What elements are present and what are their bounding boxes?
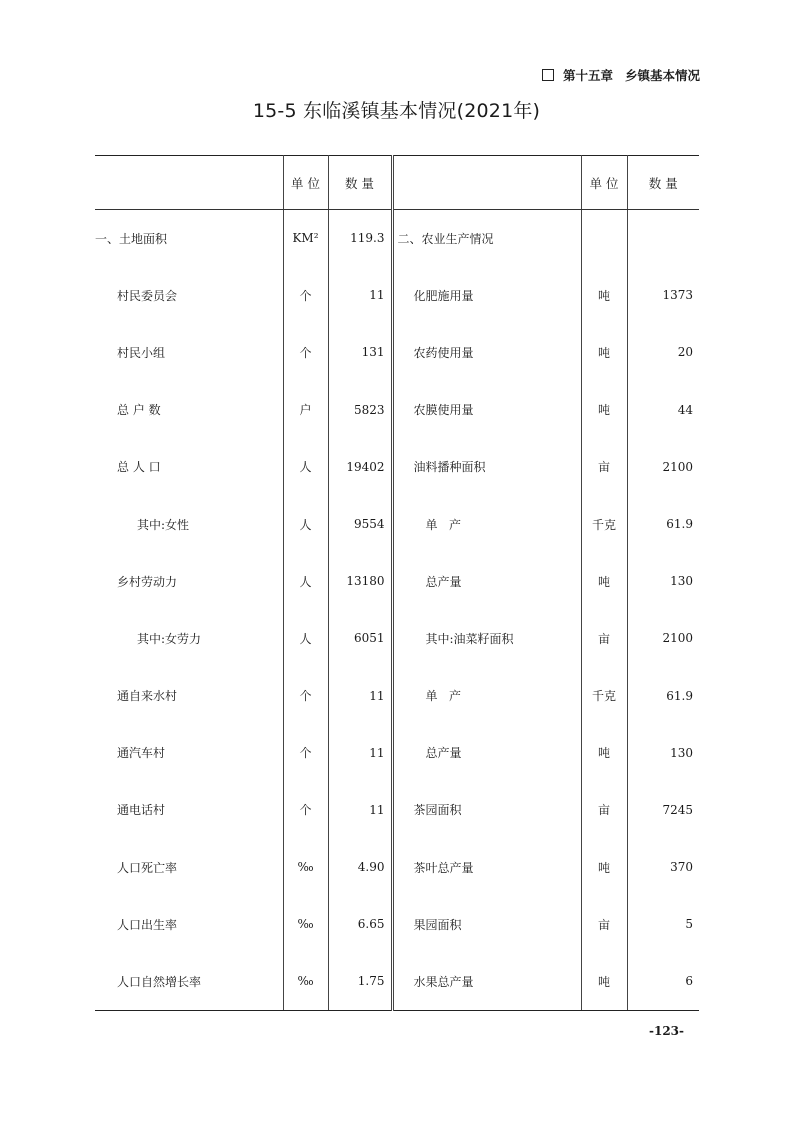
left-value: 4.90	[328, 839, 392, 896]
right-item: 油料播种面积	[392, 438, 581, 495]
right-item: 水果总产量	[392, 953, 581, 1010]
right-item: 总产量	[392, 553, 581, 610]
right-unit: 吨	[581, 724, 627, 781]
table-row	[95, 210, 699, 267]
table-row	[95, 267, 699, 324]
left-value: 13180	[328, 553, 392, 610]
left-unit: 个	[283, 724, 328, 781]
right-value: 6	[627, 953, 699, 1010]
left-item: 乡村劳动力	[117, 574, 178, 589]
table-row	[95, 438, 699, 495]
table-row	[95, 381, 699, 438]
table-row	[95, 839, 699, 896]
right-item: 单 产	[392, 495, 581, 552]
right-value: 370	[627, 839, 699, 896]
left-item: 总 户 数	[117, 403, 161, 418]
table-row	[95, 324, 699, 381]
right-unit: 吨	[581, 381, 627, 438]
table-row	[95, 667, 699, 724]
right-unit: 千克	[581, 667, 627, 724]
left-value: 5823	[328, 381, 392, 438]
left-value: 6051	[328, 610, 392, 667]
section-label: 乡镇基本情况	[624, 68, 700, 83]
right-item: 农药使用量	[392, 324, 581, 381]
page-number: -123-	[648, 1024, 684, 1038]
right-unit: 吨	[581, 324, 627, 381]
header-unit-left: 单 位	[283, 156, 328, 210]
left-value: 11	[328, 267, 392, 324]
left-unit: 个	[283, 667, 328, 724]
right-value: 7245	[627, 781, 699, 838]
table-row	[95, 781, 699, 838]
left-value: 1.75	[328, 953, 392, 1010]
table-row	[95, 953, 699, 1010]
statistics-table	[95, 155, 699, 1011]
right-item: 其中:油菜籽面积	[392, 610, 581, 667]
left-value: 11	[328, 781, 392, 838]
right-value: 130	[627, 553, 699, 610]
left-item: 通电话村	[117, 803, 166, 818]
right-value: 20	[627, 324, 699, 381]
header-value-left: 数 量	[328, 156, 392, 210]
header-unit-right: 单 位	[581, 156, 627, 210]
left-value: 9554	[328, 495, 392, 552]
table-header-row	[95, 156, 699, 210]
right-value: 130	[627, 724, 699, 781]
left-unit: 个	[283, 324, 328, 381]
right-unit: 吨	[581, 839, 627, 896]
right-value: 1373	[627, 267, 699, 324]
right-value: 61.9	[627, 667, 699, 724]
left-unit: 个	[283, 781, 328, 838]
table-row	[95, 495, 699, 552]
left-item: 村民委员会	[117, 288, 178, 303]
left-value: 131	[328, 324, 392, 381]
right-value: 2100	[627, 610, 699, 667]
table-row	[95, 553, 699, 610]
left-unit: 人	[283, 553, 328, 610]
right-item: 茶叶总产量	[392, 839, 581, 896]
left-unit: 人	[283, 495, 328, 552]
page-title: 15-5 东临溪镇基本情况(2021年)	[252, 100, 541, 122]
right-unit: 亩	[581, 896, 627, 953]
left-item: 人口自然增长率	[95, 953, 283, 1010]
header-value-right: 数 量	[627, 156, 699, 210]
chapter-header	[542, 66, 700, 84]
table-row	[95, 896, 699, 953]
left-value: 119.3	[328, 210, 392, 267]
right-item: 茶园面积	[392, 781, 581, 838]
square-icon	[542, 69, 554, 81]
left-item: 通汽车村	[117, 746, 166, 761]
left-item: 人口出生率	[117, 917, 178, 932]
left-unit: 户	[283, 381, 328, 438]
right-unit: 亩	[581, 781, 627, 838]
left-item: 人口死亡率	[117, 860, 178, 875]
left-item: 其中:女劳力	[137, 631, 202, 646]
right-item: 农膜使用量	[392, 381, 581, 438]
right-item: 二、农业生产情况	[392, 210, 581, 267]
right-value: 44	[627, 381, 699, 438]
right-unit: 吨	[581, 553, 627, 610]
right-unit: 吨	[581, 267, 627, 324]
header-item-left	[95, 156, 283, 210]
left-unit: ‰	[283, 896, 328, 953]
right-unit: 亩	[581, 610, 627, 667]
left-value: 11	[328, 724, 392, 781]
right-item: 化肥施用量	[392, 267, 581, 324]
left-item: 其中:女性	[137, 517, 190, 532]
left-value: 6.65	[328, 896, 392, 953]
left-item: 通自来水村	[117, 689, 178, 704]
left-unit: KM²	[283, 210, 328, 267]
table-row	[95, 610, 699, 667]
table-row	[95, 724, 699, 781]
right-item: 果园面积	[392, 896, 581, 953]
left-value: 19402	[328, 438, 392, 495]
right-item: 总产量	[392, 724, 581, 781]
left-item: 总 人 口	[117, 460, 161, 475]
left-unit: ‰	[283, 839, 328, 896]
left-unit: 个	[283, 267, 328, 324]
left-value: 11	[328, 667, 392, 724]
right-unit	[581, 210, 627, 267]
right-value: 5	[627, 896, 699, 953]
left-item: 村民小组	[117, 345, 166, 360]
right-value: 2100	[627, 438, 699, 495]
right-unit: 吨	[581, 953, 627, 1010]
left-unit: 人	[283, 438, 328, 495]
header-item-right	[392, 156, 581, 210]
right-value	[627, 210, 699, 267]
chapter-label: 第十五章	[562, 68, 613, 83]
left-unit: 人	[283, 610, 328, 667]
right-unit: 亩	[581, 438, 627, 495]
right-value: 61.9	[627, 495, 699, 552]
right-item: 单 产	[392, 667, 581, 724]
left-unit: ‰	[283, 953, 328, 1010]
right-unit: 千克	[581, 495, 627, 552]
left-item: 一、土地面积	[95, 231, 168, 246]
